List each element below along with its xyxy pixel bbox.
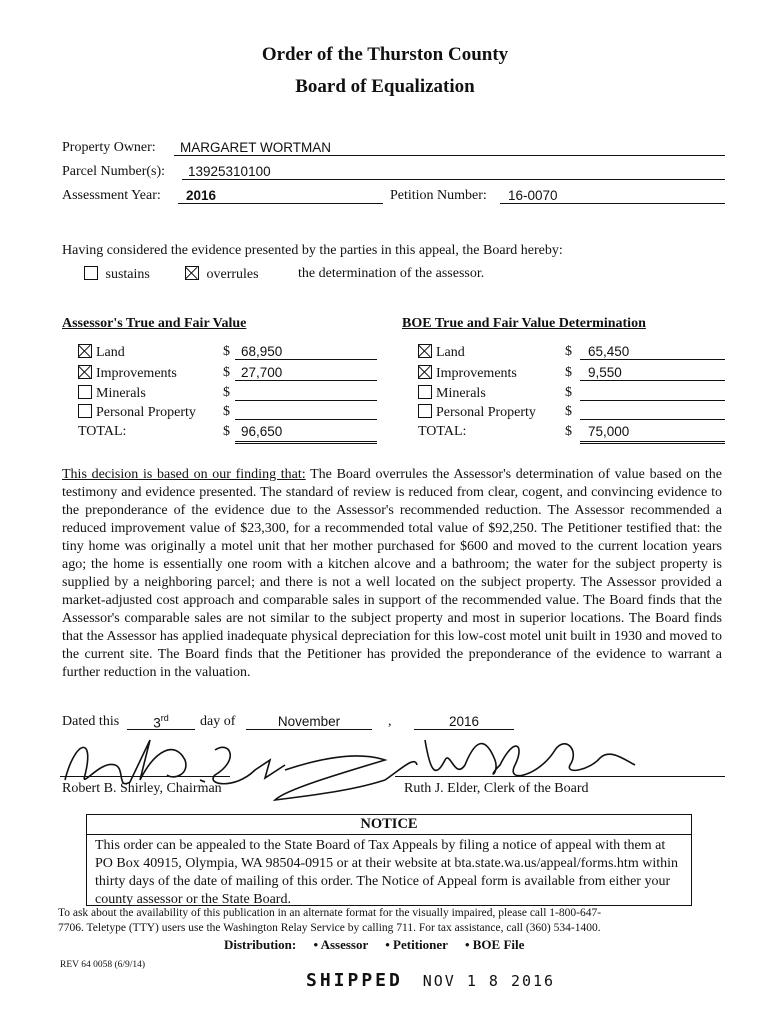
assessor-land: Land	[78, 344, 125, 361]
assessor-land-field	[235, 343, 377, 360]
dated-comma: ,	[388, 714, 392, 729]
boe-impr-field	[580, 364, 725, 381]
decision-text: The Board overrules the Assessor's determination of value based on the testimony and evidence presented. The standard of review is reduced from clear, cogent, and convincing evidence to the preponderance of the evidence due to the Assessor's recommended reduction. The Assessor recommended a reduced improvement value of $23,300, for a recommended total value of $92,250. The Petitioner testified that: the tiny home was originally a motel unit that her mother purchased for $600 and moved to the current location years ago; the home is essentially one room with a kitchen alcove and a bathroom; the water for the subject property is supplied by a neighboring parcel; and there is not a well located on the subject property. The Assessor provided a market-adjusted cost approach and comparable sales in support of the recommended value. The Board finds that the Assessor's comparable sales are not similar to the subject property and most in superior locations. The Board finds that the Assessor has applied inadequate physical depreciation for this low-cost motel unit built in 1930 and moved to the current site. The Board finds that the Petitioner has provided the preponderance of the evidence to warrant a further reduction in the valuation.	[62, 467, 722, 680]
boe-min-checkbox	[418, 385, 432, 399]
notice-text: This order can be appealed to the State Board of Tax Appeals by filing a notice of appeal with them at PO Box 40915, Olympia, WA 98504-0915 or at their website at bta.state.wa.us/appeal/forms.htm within thirty days of the date of mailing of this order. The Notice of Appeal form is available from either your county assessor or the State Board.	[95, 838, 678, 907]
overrules-option[interactable]	[185, 266, 259, 283]
assessor-total-value: 96,650	[241, 424, 283, 439]
notice-heading: NOTICE	[87, 815, 691, 835]
dated-month: November	[277, 714, 341, 729]
shipped-stamp	[306, 970, 555, 991]
currency-sign: $	[565, 385, 572, 400]
petition-label: Petition Number:	[390, 188, 487, 203]
stamp-date: NOV 1 8 2016	[422, 972, 556, 990]
access-line-2: 7706. Teletype (TTY) users use the Washington Relay Service by calling 711. For tax assistance, call (360) 534-1400.	[58, 922, 601, 934]
boe-land-field	[580, 343, 725, 360]
parcel-value: 13925310100	[188, 164, 271, 179]
currency-sign: $	[565, 365, 572, 380]
boe-pp: Personal Property	[418, 404, 536, 421]
distribution-label: Distribution:	[224, 937, 297, 952]
owner-label: Property Owner:	[62, 140, 156, 155]
chair-name: Robert B. Shirley, Chairman	[62, 781, 222, 796]
boe-pp-checkbox	[418, 404, 432, 418]
owner-value: MARGARET WORTMAN	[180, 140, 332, 155]
boe-pp-field	[580, 403, 725, 420]
boe-min-field	[580, 384, 725, 401]
revision-code: REV 64 0058 (6/9/14)	[60, 960, 146, 970]
boe-total-value: 75,000	[588, 424, 630, 439]
board-title: Board of Equalization	[295, 76, 475, 97]
assessor-impr-field	[235, 364, 377, 381]
petition-value: 16-0070	[508, 188, 558, 203]
currency-sign: $	[223, 344, 230, 359]
decision-paragraph	[62, 466, 722, 682]
chair-signature-line	[60, 776, 230, 777]
assessor-land-value: 68,950	[241, 344, 283, 359]
boe-impr: Improvements	[418, 365, 517, 382]
assessor-impr-value: 27,700	[241, 365, 283, 380]
boe-min: Minerals	[418, 385, 486, 402]
year-value: 2016	[186, 188, 217, 203]
currency-sign: $	[565, 424, 572, 439]
overrules-label: overrules	[206, 267, 259, 282]
boe-land-checkbox	[418, 344, 432, 358]
year-label: Assessment Year:	[62, 188, 161, 203]
boe-heading: BOE True and Fair Value Determination	[402, 316, 646, 331]
assessor-land-checkbox	[78, 344, 92, 358]
currency-sign: $	[565, 404, 572, 419]
notice-box	[86, 814, 692, 906]
assessor-pp-checkbox	[78, 404, 92, 418]
dist-boe-file: • BOE File	[464, 937, 525, 952]
currency-sign: $	[223, 385, 230, 400]
currency-sign: $	[223, 365, 230, 380]
boe-land: Land	[418, 344, 465, 361]
sustains-checkbox[interactable]	[84, 266, 98, 280]
currency-sign: $	[565, 344, 572, 359]
assessor-min-checkbox	[78, 385, 92, 399]
parcel-field	[182, 163, 725, 180]
assessor-total-label: TOTAL:	[78, 424, 127, 439]
dated-day-word: day of	[200, 714, 236, 729]
clerk-name: Ruth J. Elder, Clerk of the Board	[404, 781, 589, 796]
parcel-label: Parcel Number(s):	[62, 164, 166, 179]
assessor-min: Minerals	[78, 385, 146, 402]
access-line-1: To ask about the availability of this publication in an alternate format for the visually impaired, please call 1-800-647-	[58, 907, 602, 919]
owner-field	[174, 139, 725, 156]
assessor-min-field	[235, 384, 377, 401]
petition-field	[500, 187, 725, 204]
assessor-impr: Improvements	[78, 365, 177, 382]
overrules-checkbox[interactable]	[185, 266, 199, 280]
boe-total-field	[580, 423, 725, 444]
stamp-word: SHIPPED	[306, 970, 403, 991]
assessor-impr-checkbox	[78, 365, 92, 379]
boe-impr-value: 9,550	[588, 365, 622, 380]
year-field	[178, 187, 383, 204]
boe-total-label: TOTAL:	[418, 424, 467, 439]
assessor-pp: Personal Property	[78, 404, 196, 421]
assessor-heading: Assessor's True and Fair Value	[62, 316, 247, 331]
dist-petitioner: • Petitioner	[385, 937, 448, 952]
considered-suffix: the determination of the assessor.	[298, 266, 485, 281]
assessor-total-field	[235, 423, 377, 444]
sustains-label: sustains	[105, 267, 150, 282]
dated-prefix: Dated this	[62, 714, 120, 729]
assessor-pp-field	[235, 403, 377, 420]
decision-lead: This decision is based on our finding that:	[62, 467, 306, 482]
considered-text: Having considered the evidence presented by the parties in this appeal, the Board hereby:	[62, 243, 563, 258]
dated-day-suffix: rd	[160, 713, 169, 723]
sustains-option[interactable]	[84, 266, 150, 283]
boe-land-value: 65,450	[588, 344, 630, 359]
currency-sign: $	[223, 424, 230, 439]
clerk-signature-line	[395, 776, 725, 777]
dist-assessor: • Assessor	[313, 937, 368, 952]
boe-impr-checkbox	[418, 365, 432, 379]
dated-year: 2016	[448, 714, 480, 729]
currency-sign: $	[223, 404, 230, 419]
dated-day-num: 3	[153, 715, 161, 731]
distribution	[224, 937, 524, 953]
order-title: Order of the Thurston County	[261, 44, 509, 65]
